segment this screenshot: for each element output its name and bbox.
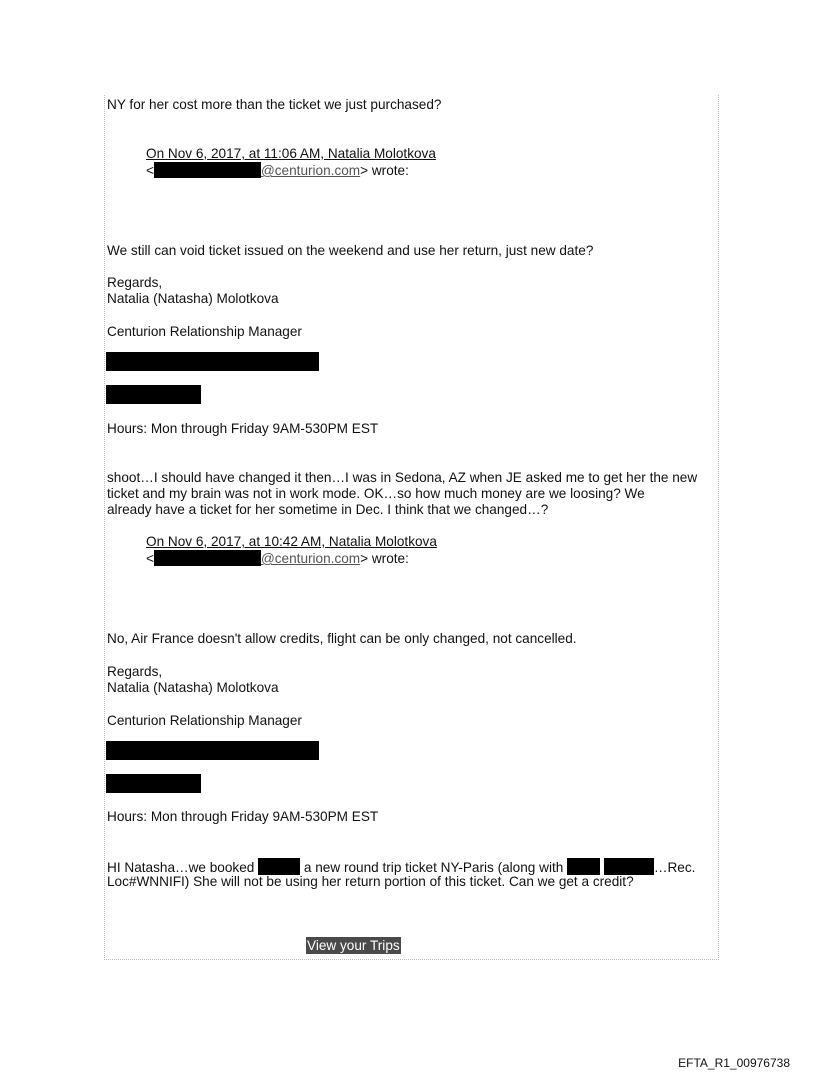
message-body: No, Air France doesn't allow credits, flight can be only changed, not cancelled. <box>107 631 577 646</box>
signature-regards: Regards, <box>107 664 163 679</box>
redaction-box <box>154 162 261 178</box>
message-body: We still can void ticket issued on the weekend and use her return, just new date? <box>107 243 594 258</box>
redaction-box <box>106 741 319 760</box>
wrote-text: > wrote: <box>360 163 409 178</box>
message-text: a new round trip ticket NY-Paris (along with <box>300 860 568 875</box>
lt-symbol: < <box>146 551 154 566</box>
quote-sender-2 <box>146 550 409 567</box>
signature-name: Natalia (Natasha) Molotkova <box>107 291 279 306</box>
redaction-box <box>106 352 319 371</box>
message-line: already have a ticket for her sometime in Dec. I think that we changed…? <box>107 502 549 517</box>
signature-name: Natalia (Natasha) Molotkova <box>107 680 279 695</box>
quote-sender-1 <box>146 162 409 179</box>
quote-header-1 <box>146 146 436 162</box>
redaction-box <box>106 774 201 793</box>
redaction-box <box>106 385 201 404</box>
redaction-box <box>154 550 261 566</box>
signature-title: Centurion Relationship Manager <box>107 713 302 728</box>
quote-header-2 <box>146 534 437 550</box>
signature-title: Centurion Relationship Manager <box>107 324 302 339</box>
message-text: HI Natasha…we booked <box>107 860 259 875</box>
quote-header-2-text: On Nov 6, 2017, at 10:42 AM, Natalia Molotkova <box>146 534 437 549</box>
document-id: EFTA_R1_00976738 <box>678 1056 790 1070</box>
sender-email-link[interactable]: @centurion.com <box>260 551 361 566</box>
sender-email-link[interactable]: @centurion.com <box>260 163 361 178</box>
redaction-box <box>604 858 654 875</box>
signature-regards: Regards, <box>107 275 163 290</box>
lt-symbol: < <box>146 163 154 178</box>
signature-hours: Hours: Mon through Friday 9AM-530PM EST <box>107 421 379 436</box>
message-line: shoot…I should have changed it then…I was in Sedona, AZ when JE asked me to get her the new <box>107 470 698 485</box>
view-your-trips-button[interactable]: View your Trips <box>307 938 400 953</box>
message-line: ticket and my brain was not in work mode. OK…so how much money are we loosing? We <box>107 486 645 501</box>
quote-header-1-text: On Nov 6, 2017, at 11:06 AM, Natalia Molotkova <box>146 146 436 161</box>
redaction-box <box>258 858 300 875</box>
email-thread-frame <box>104 95 719 960</box>
message-text: …Rec. <box>653 860 696 875</box>
message-line: Loc#WNNIFI) She will not be using her return portion of this ticket. Can we get a credit? <box>107 874 634 889</box>
redaction-box <box>567 858 600 875</box>
signature-hours: Hours: Mon through Friday 9AM-530PM EST <box>107 809 379 824</box>
wrote-text: > wrote: <box>360 551 409 566</box>
email-top-line: NY for her cost more than the ticket we just purchased? <box>107 97 442 112</box>
